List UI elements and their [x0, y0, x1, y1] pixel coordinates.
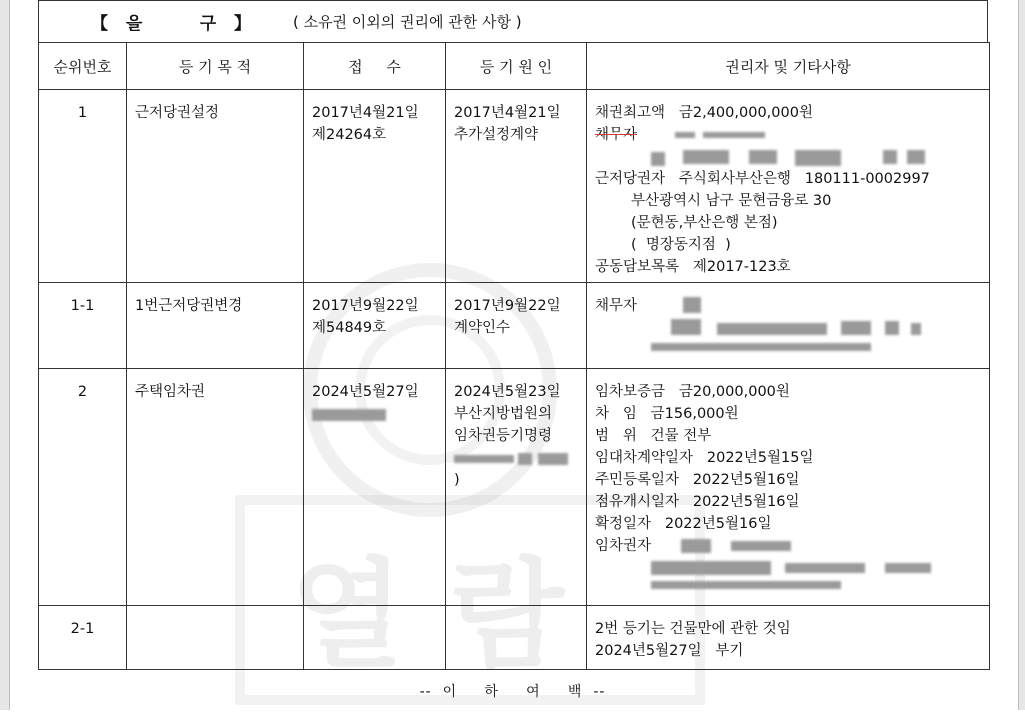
table-row [39, 283, 990, 369]
redaction-block [681, 539, 711, 553]
page-edge-right [1018, 0, 1025, 710]
cause-date: 2017년4월21일 [454, 105, 561, 121]
redaction-block [795, 150, 841, 166]
redaction-block [312, 409, 386, 421]
redaction-block [651, 561, 771, 575]
redaction-block [671, 319, 701, 335]
receipt-number-redacted [312, 403, 437, 425]
page-edge-left [0, 0, 10, 710]
detail-mortgagee-address: 부산광역시 남구 문현금융로 30 [631, 193, 832, 209]
redaction-block [538, 453, 568, 465]
section-subtitle: ( 소유권 이외의 권리에 관한 사항 ) [292, 13, 522, 31]
detail-mortgagee: 근저당권자 주식회사부산은행 180111-0002997 [595, 171, 930, 187]
redaction-block [785, 563, 865, 573]
table-row [39, 606, 990, 670]
redaction-block [518, 453, 532, 465]
lessee-address-redacted [595, 557, 981, 579]
row-rank: 1-1 [39, 283, 127, 369]
detail-rent: 차 임 금156,000원 [595, 406, 739, 422]
detail-max-claim: 채권최고액 금2,400,000,000원 [595, 105, 813, 121]
receipt-date: 2017년4월21일 [312, 105, 419, 121]
row-receipt [304, 606, 446, 670]
redaction-block [651, 152, 665, 166]
watermark-glyph-2: 람 [450, 545, 564, 684]
section-title: 【 을 구 】 [91, 14, 253, 34]
redaction-block [883, 150, 897, 164]
header-receipt: 접 수 [304, 43, 446, 90]
debtor-address-redacted [595, 146, 981, 168]
redaction-block [454, 455, 514, 463]
detail-annex-date: 2024년5월27일 부기 [595, 643, 744, 659]
row-receipt [304, 369, 446, 606]
register-table [38, 42, 990, 670]
row-cause [446, 90, 587, 283]
redaction-block [907, 150, 925, 164]
row-rank: 2-1 [39, 606, 127, 670]
redaction-block [749, 150, 777, 164]
row-cause [446, 369, 587, 606]
redaction-block [703, 132, 765, 138]
redaction-block [885, 321, 899, 335]
detail-lease-date: 임대차계약일자 2022년5월15일 [595, 450, 814, 466]
header-cause: 등 기 원 인 [446, 43, 587, 90]
end-of-record-note: -- 이 하 여 백 -- [419, 684, 606, 700]
cause-date: 2017년9월22일 [454, 298, 561, 314]
row-cause [446, 283, 587, 369]
row-rank: 2 [39, 369, 127, 606]
detail-collateral-list: 공동담보목록 제2017-123호 [595, 259, 791, 275]
cause-court: 부산지방법원의 [454, 406, 553, 422]
redaction-block [885, 563, 931, 573]
redaction-block [841, 321, 871, 335]
cause-reason: 추가설정계약 [454, 127, 539, 143]
row-receipt [304, 283, 446, 369]
section-header [38, 0, 988, 42]
receipt-number: 제54849호 [312, 320, 387, 336]
detail-building-only: 2번 등기는 건물만에 관한 것임 [595, 621, 791, 637]
row-purpose: 근저당권설정 [127, 90, 304, 283]
receipt-number: 제24264호 [312, 127, 387, 143]
redaction-block [651, 343, 871, 351]
table-header-row [39, 43, 990, 90]
watermark-glyph-1: 열 [290, 545, 404, 684]
detail-scope: 범 위 건물 전부 [595, 428, 712, 444]
detail-deposit: 임차보증금 금20,000,000원 [595, 384, 790, 400]
lessee-line [595, 535, 981, 557]
redaction-block [675, 132, 695, 138]
detail-debtor-label: 채무자 [595, 298, 638, 314]
redaction-block [651, 581, 841, 589]
row-purpose: 주택임차권 [127, 369, 304, 606]
receipt-date: 2024년5월27일 [312, 384, 419, 400]
detail-debtor-label: 채무자 [595, 127, 638, 143]
row-details [587, 369, 990, 606]
redaction-block [683, 297, 701, 313]
redaction-block [683, 150, 729, 164]
header-rights-holder: 권리자 및 기타사항 [587, 43, 990, 90]
row-details [587, 606, 990, 670]
detail-resident-reg-date: 주민등록일자 2022년5월16일 [595, 472, 800, 488]
detail-lessee-label: 임차권자 [595, 538, 652, 554]
debtor-line [595, 295, 981, 317]
row-rank: 1 [39, 90, 127, 283]
detail-mortgagee-branch: ( 명장동지점 ) [631, 237, 731, 253]
lessee-address-redacted-2 [595, 579, 981, 601]
redaction-block [731, 541, 791, 551]
detail-mortgagee-branch-hq: (문현동,부산은행 본점) [631, 215, 778, 231]
detail-possession-date: 점유개시일자 2022년5월16일 [595, 494, 800, 510]
row-purpose: 1번근저당권변경 [127, 283, 304, 369]
debtor-address-redacted-2 [595, 339, 981, 361]
header-rank: 순위번호 [39, 43, 127, 90]
row-receipt [304, 90, 446, 283]
redaction-block [717, 323, 827, 335]
row-details [587, 90, 990, 283]
cause-date: 2024년5월23일 [454, 384, 561, 400]
row-details [587, 283, 990, 369]
cause-reason: 계약인수 [454, 320, 511, 336]
case-number-redacted [454, 447, 578, 469]
detail-fixed-date: 확정일자 2022년5월16일 [595, 516, 772, 532]
row-purpose [127, 606, 304, 670]
header-purpose: 등 기 목 적 [127, 43, 304, 90]
table-row [39, 90, 990, 283]
row-cause [446, 606, 587, 670]
receipt-date: 2017년9월22일 [312, 298, 419, 314]
redaction-block [911, 323, 921, 335]
debtor-line [595, 124, 981, 146]
cause-paren-close: ) [454, 472, 460, 488]
debtor-address-redacted [595, 317, 981, 339]
table-row [39, 369, 990, 606]
cause-order: 임차권등기명령 [454, 428, 553, 444]
